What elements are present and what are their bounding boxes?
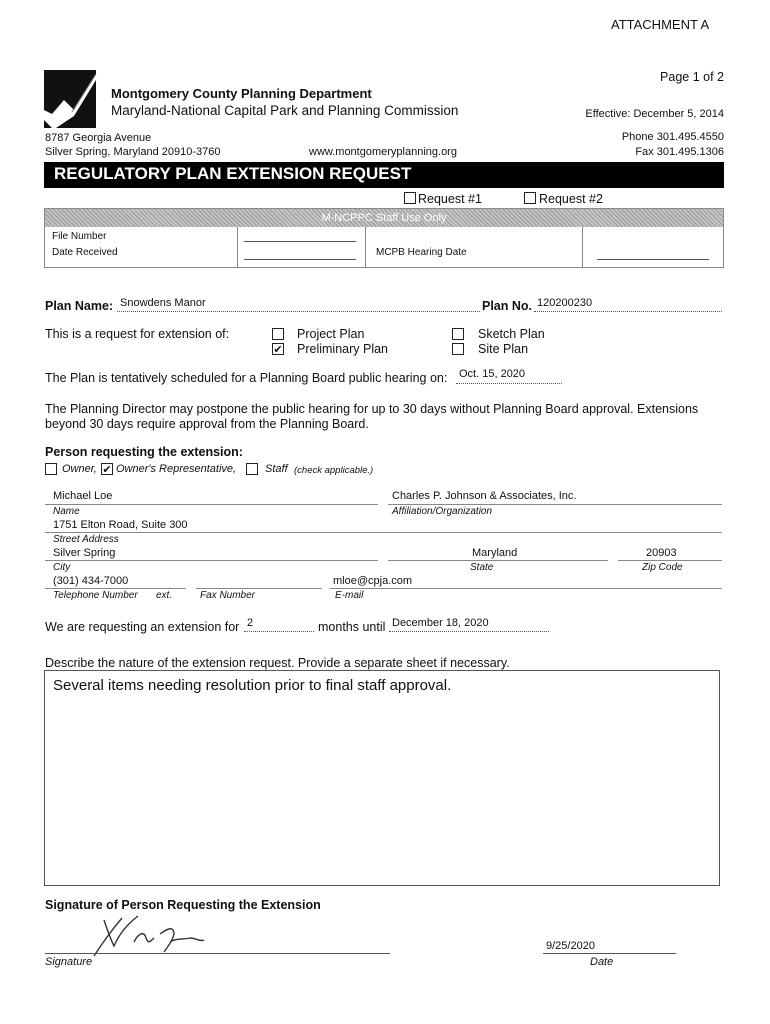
extension-label: ext. xyxy=(156,590,173,601)
city-address: Silver Spring, Maryland 20910-3760 xyxy=(45,146,221,158)
email-label: E-mail xyxy=(335,590,364,601)
hearing-date-value: Oct. 15, 2020 xyxy=(459,368,526,380)
zip-label: Zip Code xyxy=(642,562,683,573)
organization-value: Charles P. Johnson & Associates, Inc. xyxy=(392,490,577,502)
attachment-label: ATTACHMENT A xyxy=(611,17,710,32)
form-title: REGULATORY PLAN EXTENSION REQUEST xyxy=(54,164,412,183)
owner-label: Owner, xyxy=(62,463,97,475)
fax-label: Fax Number xyxy=(200,590,256,601)
telephone-value: (301) 434-7000 xyxy=(53,575,129,587)
city-value: Silver Spring xyxy=(53,547,116,559)
state-label: State xyxy=(470,562,494,573)
sketch-plan-checkbox[interactable] xyxy=(452,328,464,340)
signature-date-value: 9/25/2020 xyxy=(546,940,595,952)
preliminary-plan-label: Preliminary Plan xyxy=(297,342,389,356)
telephone-label: Telephone Number xyxy=(53,590,138,601)
organization-field[interactable] xyxy=(388,504,722,505)
zip-value: 20903 xyxy=(646,547,677,559)
request-2-checkbox[interactable] xyxy=(524,192,536,204)
person-heading: Person requesting the extension: xyxy=(45,445,243,459)
request-2-label: Request #2 xyxy=(539,192,603,206)
street-label: Street Address xyxy=(53,534,119,545)
file-number-label: File Number xyxy=(52,231,107,242)
check-mark-icon: ✔ xyxy=(102,464,112,476)
owners-representative-label: Owner's Representative, xyxy=(116,463,237,475)
website: www.montgomeryplanning.org xyxy=(309,146,457,158)
organization-label: Affiliation/Organization xyxy=(392,506,493,517)
email-value: mloe@cpja.com xyxy=(333,575,413,587)
fax-field[interactable] xyxy=(196,588,322,589)
description-content: Several items needing resolution prior to final staff approval. xyxy=(53,677,452,694)
project-plan-checkbox[interactable] xyxy=(272,328,284,340)
staff-checkbox[interactable] xyxy=(246,463,258,475)
until-date-value: December 18, 2020 xyxy=(392,617,489,629)
phone-number: Phone 301.495.4550 xyxy=(621,131,724,143)
describe-prompt: Describe the nature of the extension request. Provide a separate sheet if necessary. xyxy=(45,656,510,670)
state-value: Maryland xyxy=(472,547,518,559)
months-value: 2 xyxy=(247,617,254,629)
signature-date-label: Date xyxy=(590,956,614,968)
description-textarea[interactable] xyxy=(44,670,720,886)
city-label: City xyxy=(53,562,71,573)
site-plan-checkbox[interactable] xyxy=(452,343,464,355)
request-for-label: This is a request for extension of: xyxy=(45,327,230,341)
commission-name: Maryland-National Capital Park and Planning Commission xyxy=(111,103,459,118)
request-1-checkbox[interactable] xyxy=(404,192,416,204)
hearing-text: The Plan is tentatively scheduled for a Planning Board public hearing on: xyxy=(45,371,448,385)
mcpb-hearing-label: MCPB Hearing Date xyxy=(376,247,467,258)
page-number: Page 1 of 2 xyxy=(660,70,724,84)
staff-use-header xyxy=(45,209,723,227)
street-field[interactable] xyxy=(45,532,722,533)
plan-number-value: 120200230 xyxy=(537,297,593,309)
person-name-field[interactable] xyxy=(45,504,378,505)
extension-field[interactable] xyxy=(150,588,186,589)
effective-date: Effective: December 5, 2014 xyxy=(585,108,724,120)
months-field[interactable] xyxy=(244,618,314,632)
person-name-label: Name xyxy=(53,506,80,517)
plan-number-label: Plan No. xyxy=(482,299,533,313)
street-value: 1751 Elton Road, Suite 300 xyxy=(53,519,188,531)
signature-date-field[interactable] xyxy=(543,953,676,954)
site-plan-label: Site Plan xyxy=(478,342,529,356)
file-number-field[interactable] xyxy=(244,229,356,242)
sketch-plan-label: Sketch Plan xyxy=(478,327,545,341)
person-name-value: Michael Loe xyxy=(53,490,113,502)
zip-field[interactable] xyxy=(618,560,722,561)
owners-representative-checkbox[interactable] xyxy=(101,463,113,475)
extension-text-a: We are requesting an extension for xyxy=(45,620,240,634)
owner-checkbox[interactable] xyxy=(45,463,57,475)
staff-use-title: M-NCPPC Staff Use Only xyxy=(321,212,447,224)
state-field[interactable] xyxy=(388,560,608,561)
extension-text-b: months until xyxy=(318,620,386,634)
street-address: 8787 Georgia Avenue xyxy=(45,132,152,144)
date-received-label: Date Received xyxy=(52,247,118,258)
postpone-text-line-2: beyond 30 days require approval from the Planning Board. xyxy=(45,417,369,431)
mcpb-hearing-field[interactable] xyxy=(597,247,709,260)
planning-department-logo xyxy=(44,70,100,130)
postpone-text-line-1: The Planning Director may postpone the public hearing for up to 30 days without Planning Board approval. Extensions xyxy=(45,402,699,416)
email-field[interactable] xyxy=(330,588,722,589)
signature-heading: Signature of Person Requesting the Extension xyxy=(45,898,321,912)
signature-label: Signature xyxy=(45,956,93,968)
check-mark-icon: ✔ xyxy=(273,344,283,356)
plan-name-value: Snowdens Manor xyxy=(120,297,206,309)
preliminary-plan-checkbox[interactable] xyxy=(272,343,284,355)
date-received-field[interactable] xyxy=(244,247,356,260)
city-field[interactable] xyxy=(45,560,378,561)
department-name: Montgomery County Planning Department xyxy=(111,86,372,101)
plan-name-label: Plan Name: xyxy=(45,299,114,313)
project-plan-label: Project Plan xyxy=(297,327,365,341)
request-1-label: Request #1 xyxy=(418,192,482,206)
fax-number: Fax 301.495.1306 xyxy=(635,146,724,158)
signature-line[interactable] xyxy=(45,953,390,954)
staff-role-label: Staff xyxy=(265,463,288,475)
title-bar xyxy=(44,162,724,188)
check-applicable-note: (check applicable.) xyxy=(294,465,374,476)
